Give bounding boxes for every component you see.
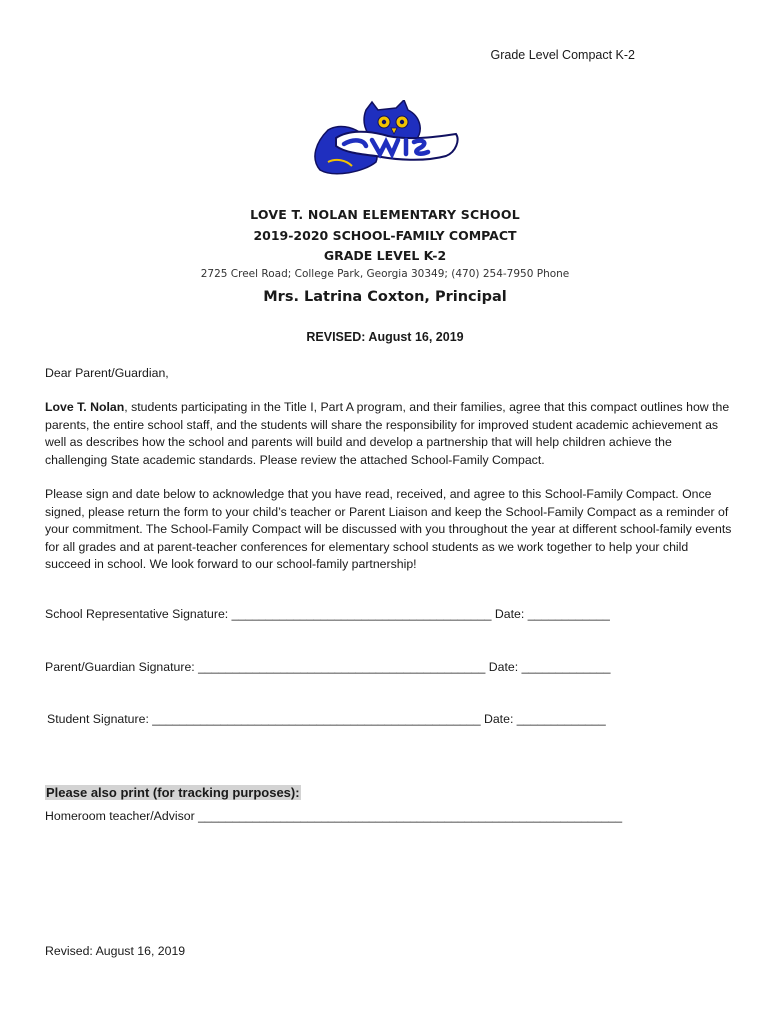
school-address: 2725 Creel Road; College Park, Georgia 30349; (470) 254-7950 Phone bbox=[200, 268, 570, 280]
owl-mascot-logo-icon bbox=[306, 100, 466, 178]
compact-title: 2019-2020 SCHOOL-FAMILY COMPACT bbox=[253, 228, 517, 243]
homeroom-teacher-line[interactable]: Homeroom teacher/Advisor ______________________________________________________________ bbox=[45, 809, 623, 823]
doc-label: Grade Level Compact K-2 bbox=[490, 48, 635, 62]
school-rep-signature-line[interactable]: School Representative Signature: ______________________________________ Date: ____________ bbox=[45, 607, 610, 621]
student-signature-line[interactable]: Student Signature: ________________________________________________ Date: _____________ bbox=[47, 712, 606, 726]
print-section-label: Please also print (for tracking purposes): bbox=[46, 785, 300, 800]
principal-name: Mrs. Latrina Coxton, Principal bbox=[263, 289, 507, 305]
revised-date: REVISED: August 16, 2019 bbox=[306, 330, 464, 344]
intro-paragraph-text: , students participating in the Title I, Part A program, and their families, agree that this compact outlines how the parents, the entire school staff, and the students will share the responsibility for improved student academic achievement as well as describes how the school and parents will build and develop a partnership that will help children achieve the challenging State academic standards. Please review the attached School-Family Compact. bbox=[45, 400, 730, 467]
parent-signature-line[interactable]: Parent/Guardian Signature: __________________________________________ Date: _____________ bbox=[45, 660, 611, 674]
footer-revised-date: Revised: August 16, 2019 bbox=[45, 944, 186, 958]
school-short-name: Love T. Nolan bbox=[45, 400, 125, 414]
grade-level: GRADE LEVEL K-2 bbox=[323, 248, 447, 263]
school-name: LOVE T. NOLAN ELEMENTARY SCHOOL bbox=[250, 207, 520, 222]
intro-paragraph bbox=[45, 399, 735, 469]
salutation: Dear Parent/Guardian, bbox=[45, 366, 169, 380]
instructions-paragraph: Please sign and date below to acknowledge that you have read, received, and agree to this School-Family Compact. Once signed, please return the form to your child’s teacher or Parent Liaison and keep the School-Family Compact as a reminder of your commitment. The School-Family Compact will be discussed with you throughout the year at different school-family events for all grades and at parent-teacher conferences for elementary school students as we work together to help your child succeed in school. We look forward to our school-family partnership! bbox=[45, 487, 732, 571]
